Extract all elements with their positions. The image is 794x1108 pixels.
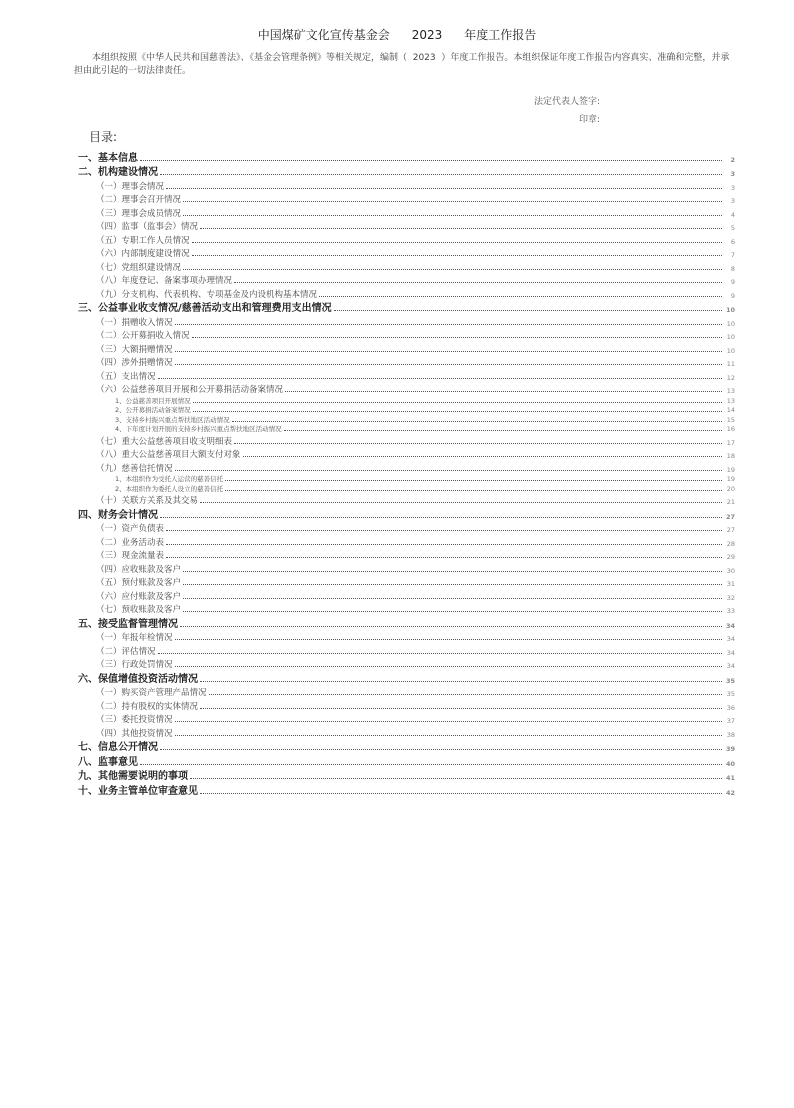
toc-entry[interactable]	[78, 355, 735, 369]
toc-dot-leader	[175, 364, 722, 365]
toc-entry-label: （十）关联方关系及其交易	[96, 496, 199, 506]
toc-entry[interactable]	[78, 561, 735, 575]
toc-entry-page-number: 39	[725, 745, 735, 753]
toc-dot-leader	[183, 598, 722, 599]
toc-entry-page-number: 5	[730, 224, 735, 232]
toc-entry-page-number: 32	[726, 593, 735, 602]
toc-entry[interactable]	[78, 246, 735, 260]
toc-dot-leader	[183, 215, 722, 216]
toc-entry[interactable]	[78, 483, 735, 493]
toc-entry-label: （三）大额捐赠情况	[96, 344, 173, 355]
toc-dot-leader	[193, 402, 722, 403]
title-year: 2023	[411, 28, 443, 42]
toc-heading: 目录:	[89, 130, 118, 144]
toc-entry-page-number: 16	[726, 425, 735, 433]
toc-entry-page-number: 3	[730, 183, 735, 192]
toc-dot-leader	[180, 626, 722, 627]
toc-entry-label: 2、公开募捐活动备案情况	[115, 406, 191, 414]
toc-entry-page-number: 3	[730, 170, 735, 178]
toc-entry[interactable]	[78, 405, 735, 415]
toc-entry-label: （二）业务活动表	[96, 537, 165, 548]
toc-dot-leader	[193, 411, 722, 412]
toc-dot-leader	[175, 470, 722, 471]
toc-dot-leader	[225, 490, 722, 491]
toc-entry[interactable]	[78, 414, 735, 424]
toc-entry-page-number: 9	[730, 278, 735, 286]
toc-dot-leader	[192, 337, 722, 338]
toc-entry-label: 3、支持乡村振兴重点帮扶地区活动情况	[115, 415, 230, 424]
toc-entry[interactable]	[78, 782, 735, 797]
toc-entry-page-number: 34	[726, 662, 735, 670]
toc-entry[interactable]	[78, 382, 735, 396]
toc-entry[interactable]	[78, 368, 735, 382]
toc-entry-label: （七）重大公益慈善项目收支明细表	[96, 436, 233, 447]
toc-entry-page-number: 27	[726, 526, 735, 534]
toc-dot-leader	[175, 351, 722, 352]
toc-dot-leader	[200, 502, 722, 503]
page-title	[0, 26, 794, 43]
toc-dot-leader	[183, 611, 722, 612]
toc-dot-leader	[160, 174, 722, 175]
toc-entry[interactable]	[78, 506, 735, 521]
toc-entry[interactable]	[78, 149, 735, 164]
toc-entry-label: （五）专职工作人员情况	[96, 235, 190, 246]
toc-entry-label: （二）公开募捐收入情况	[96, 331, 190, 341]
toc-entry-page-number: 15	[726, 415, 735, 424]
toc-entry-label: 三、公益事业收支情况/慈善活动支出和管理费用支出情况	[78, 300, 334, 315]
toc-entry[interactable]	[78, 588, 735, 602]
toc-entry[interactable]	[78, 192, 735, 206]
toc-dot-leader	[225, 480, 722, 481]
toc-entry-page-number: 36	[726, 703, 735, 712]
toc-entry-label: （一）捐赠收入情况	[96, 317, 173, 328]
toc-entry[interactable]	[78, 521, 735, 535]
toc-dot-leader	[166, 557, 722, 558]
toc-dot-leader	[319, 296, 722, 297]
toc-entry-page-number: 10	[725, 306, 735, 314]
toc-dot-leader	[200, 681, 722, 682]
toc-entry[interactable]	[78, 630, 735, 644]
toc-dot-leader	[192, 255, 722, 256]
toc-entry-label: （四）其他投资情况	[96, 728, 173, 739]
toc-entry-page-number: 19	[726, 475, 735, 483]
toc-entry[interactable]	[78, 433, 735, 447]
toc-dot-leader	[166, 544, 722, 545]
toc-entry-label: （六）应付账款及客户	[96, 591, 182, 602]
toc-entry-label: （一）资产负债表	[96, 524, 165, 534]
toc-dot-leader	[175, 735, 722, 736]
intro-text-part1: 本组织按照《中华人民共和国慈善法》、《基金会管理条例》等相关规定，编制（ 2023	[92, 53, 436, 63]
toc-entry-page-number: 37	[726, 717, 735, 725]
toc-entry-label: 十、业务主管单位审查意见	[78, 782, 200, 797]
toc-entry-label: （五）支出情况	[96, 371, 156, 382]
toc-entry-page-number: 4	[730, 210, 735, 219]
toc-entry[interactable]	[78, 474, 735, 484]
toc-dot-leader	[175, 639, 722, 640]
toc-entry[interactable]	[78, 753, 735, 768]
toc-entry[interactable]	[78, 575, 735, 589]
toc-dot-leader	[160, 749, 722, 750]
toc-dot-leader	[209, 694, 722, 695]
toc-entry-page-number: 21	[726, 498, 735, 506]
title-suffix: 年度工作报告	[464, 28, 537, 42]
toc-entry-page-number: 29	[726, 553, 735, 561]
toc-entry-label: （六）公益慈善项目开展和公开募捐活动备案情况	[96, 385, 284, 395]
toc-entry-label: （七）党组织建设情况	[96, 262, 182, 273]
toc-entry[interactable]	[78, 685, 735, 699]
toc-entry-page-number: 28	[726, 539, 735, 548]
toc-dot-leader	[175, 666, 722, 667]
title-org-name: 中国煤矿文化宣传基金会	[257, 28, 390, 42]
toc-entry[interactable]	[78, 205, 735, 219]
toc-entry[interactable]	[78, 493, 735, 507]
toc-entry-page-number: 34	[725, 621, 735, 630]
toc-entry-label: （三）理事会成员情况	[96, 208, 182, 219]
legal-rep-signature-label: 法定代表人签字:	[533, 97, 600, 107]
toc-entry-label: 九、其他需要说明的事项	[78, 768, 190, 783]
seal-label: 印章:	[578, 115, 600, 125]
toc-dot-leader	[234, 443, 722, 444]
toc-entry-page-number: 3	[730, 197, 735, 205]
toc-entry[interactable]	[78, 643, 735, 657]
toc-entry-label: 1、公益慈善项目开展情况	[115, 396, 191, 405]
toc-entry[interactable]	[78, 341, 735, 355]
toc-entry-page-number: 10	[726, 319, 735, 328]
toc-entry-label: 4、下年度计划开展的支持乡村振兴重点帮扶地区活动情况	[115, 425, 282, 433]
toc-entry[interactable]	[78, 424, 735, 434]
toc-dot-leader	[200, 793, 722, 794]
toc-entry-page-number: 11	[726, 360, 735, 368]
toc-entry[interactable]	[78, 259, 735, 273]
toc-dot-leader	[158, 378, 722, 379]
toc-entry[interactable]	[78, 698, 735, 712]
toc-dot-leader	[232, 421, 722, 422]
table-of-contents	[78, 149, 735, 797]
toc-dot-leader	[183, 584, 722, 585]
toc-dot-leader	[334, 310, 722, 311]
toc-entry[interactable]	[78, 286, 735, 300]
toc-entry-page-number: 33	[726, 607, 735, 615]
toc-entry-label: （九）慈善信托情况	[96, 463, 173, 474]
toc-entry-label: 六、保值增值投资活动情况	[78, 670, 200, 685]
toc-entry-page-number: 12	[726, 373, 735, 382]
toc-entry-label: 二、机构建设情况	[78, 164, 160, 179]
toc-entry-label: （八）重大公益慈善项目大额支付对象	[96, 450, 241, 460]
toc-entry[interactable]	[78, 395, 735, 405]
toc-entry-label: 五、接受监督管理情况	[78, 615, 180, 630]
toc-dot-leader	[140, 764, 722, 765]
toc-entry-page-number: 19	[726, 465, 735, 474]
toc-entry[interactable]	[78, 300, 735, 315]
toc-dot-leader	[234, 282, 722, 283]
toc-dot-leader	[284, 430, 722, 431]
toc-entry-page-number: 7	[730, 251, 735, 259]
toc-dot-leader	[183, 201, 722, 202]
toc-entry-label: （八）年度登记、备案事项办理情况	[96, 276, 233, 286]
toc-entry-page-number: 17	[726, 438, 735, 447]
toc-entry-label: 八、监事意见	[78, 753, 140, 768]
toc-dot-leader	[160, 517, 722, 518]
toc-dot-leader	[200, 228, 722, 229]
toc-entry-label: （五）预付账款及客户	[96, 578, 182, 588]
toc-entry-label: （三）行政处罚情况	[96, 660, 173, 670]
toc-entry-label: （九）分支机构、代表机构、专项基金及内设机构基本情况	[96, 289, 318, 300]
toc-entry-page-number: 14	[726, 406, 735, 414]
toc-entry[interactable]	[78, 548, 735, 562]
toc-entry-page-number: 2	[730, 155, 735, 164]
toc-dot-leader	[166, 530, 722, 531]
toc-entry-label: （七）预收账款及客户	[96, 605, 182, 615]
toc-entry-label: 2、本组织作为委托人设立的慈善信托	[115, 484, 224, 493]
toc-entry-page-number: 10	[726, 346, 735, 355]
toc-dot-leader	[285, 391, 722, 392]
toc-entry[interactable]	[78, 460, 735, 474]
toc-entry-label: （六）内部制度建设情况	[96, 249, 190, 259]
toc-entry-label: 四、财务会计情况	[78, 506, 160, 521]
toc-entry[interactable]	[78, 232, 735, 246]
toc-entry-label: （一）年报年检情况	[96, 633, 173, 643]
toc-entry-page-number: 18	[726, 452, 735, 460]
toc-entry[interactable]	[78, 670, 735, 685]
toc-entry-label: （一）购买资产管理产品情况	[96, 688, 207, 698]
toc-entry-page-number: 31	[726, 580, 735, 588]
toc-dot-leader	[158, 653, 722, 654]
toc-entry[interactable]	[78, 164, 735, 179]
toc-entry-label: 七、信息公开情况	[78, 739, 160, 754]
toc-entry[interactable]	[78, 657, 735, 671]
toc-entry[interactable]	[78, 739, 735, 754]
toc-entry-label: （三）现金流量表	[96, 551, 165, 561]
toc-entry[interactable]	[78, 178, 735, 192]
toc-entry-label: 一、基本信息	[78, 149, 140, 164]
toc-entry[interactable]	[78, 273, 735, 287]
toc-entry-page-number: 9	[730, 291, 735, 300]
toc-entry[interactable]	[78, 534, 735, 548]
toc-entry[interactable]	[78, 712, 735, 726]
toc-entry-page-number: 13	[726, 387, 735, 395]
toc-dot-leader	[175, 324, 722, 325]
toc-entry-label: （四）应收账款及客户	[96, 564, 182, 575]
toc-entry[interactable]	[78, 768, 735, 783]
toc-entry-page-number: 8	[730, 264, 735, 273]
toc-entry-label: （二）持有股权的实体情况	[96, 701, 199, 712]
toc-dot-leader	[190, 778, 722, 779]
toc-dot-leader	[200, 708, 722, 709]
intro-text-part2: ）年度工作报告。本组织保证年度工作报告内容真实、准确和完整，并承担由此引起的一切法律责任。	[74, 53, 730, 76]
toc-entry[interactable]	[78, 602, 735, 616]
toc-entry-page-number: 10	[726, 333, 735, 341]
toc-entry[interactable]	[78, 219, 735, 233]
toc-dot-leader	[140, 160, 722, 161]
toc-entry-page-number: 38	[726, 730, 735, 739]
toc-entry[interactable]	[78, 447, 735, 461]
toc-entry-label: （四）监事（监事会）情况	[96, 222, 199, 232]
toc-dot-leader	[192, 242, 722, 243]
signature-block	[0, 93, 600, 129]
toc-dot-leader	[166, 188, 722, 189]
toc-entry-page-number: 27	[725, 512, 735, 521]
toc-entry-page-number: 13	[726, 396, 735, 405]
toc-entry-page-number: 42	[725, 788, 735, 797]
toc-dot-leader	[175, 721, 722, 722]
toc-entry-page-number: 35	[725, 676, 735, 685]
toc-entry-label: 1、本组织作为受托人运营的慈善信托	[115, 475, 224, 483]
toc-entry-label: （二）理事会召开情况	[96, 195, 182, 205]
toc-entry-label: （三）委托投资情况	[96, 715, 173, 725]
toc-entry-page-number: 34	[726, 635, 735, 643]
toc-entry-page-number: 20	[726, 484, 735, 493]
toc-entry-page-number: 40	[725, 759, 735, 768]
toc-dot-leader	[183, 269, 722, 270]
toc-entry-label: （二）评估情况	[96, 646, 156, 657]
toc-entry-page-number: 6	[730, 237, 735, 246]
toc-entry-page-number: 30	[726, 566, 735, 575]
toc-entry-label: （一）理事会情况	[96, 181, 165, 192]
toc-entry-page-number: 34	[726, 648, 735, 657]
toc-entry[interactable]	[78, 615, 735, 630]
toc-entry-page-number: 35	[726, 690, 735, 698]
toc-entry-page-number: 41	[725, 774, 735, 782]
toc-entry[interactable]	[78, 314, 735, 328]
toc-entry[interactable]	[78, 725, 735, 739]
toc-entry[interactable]	[78, 328, 735, 342]
toc-dot-leader	[183, 571, 722, 572]
toc-entry-label: （四）涉外捐赠情况	[96, 358, 173, 368]
toc-dot-leader	[243, 456, 722, 457]
intro-paragraph	[74, 52, 738, 78]
